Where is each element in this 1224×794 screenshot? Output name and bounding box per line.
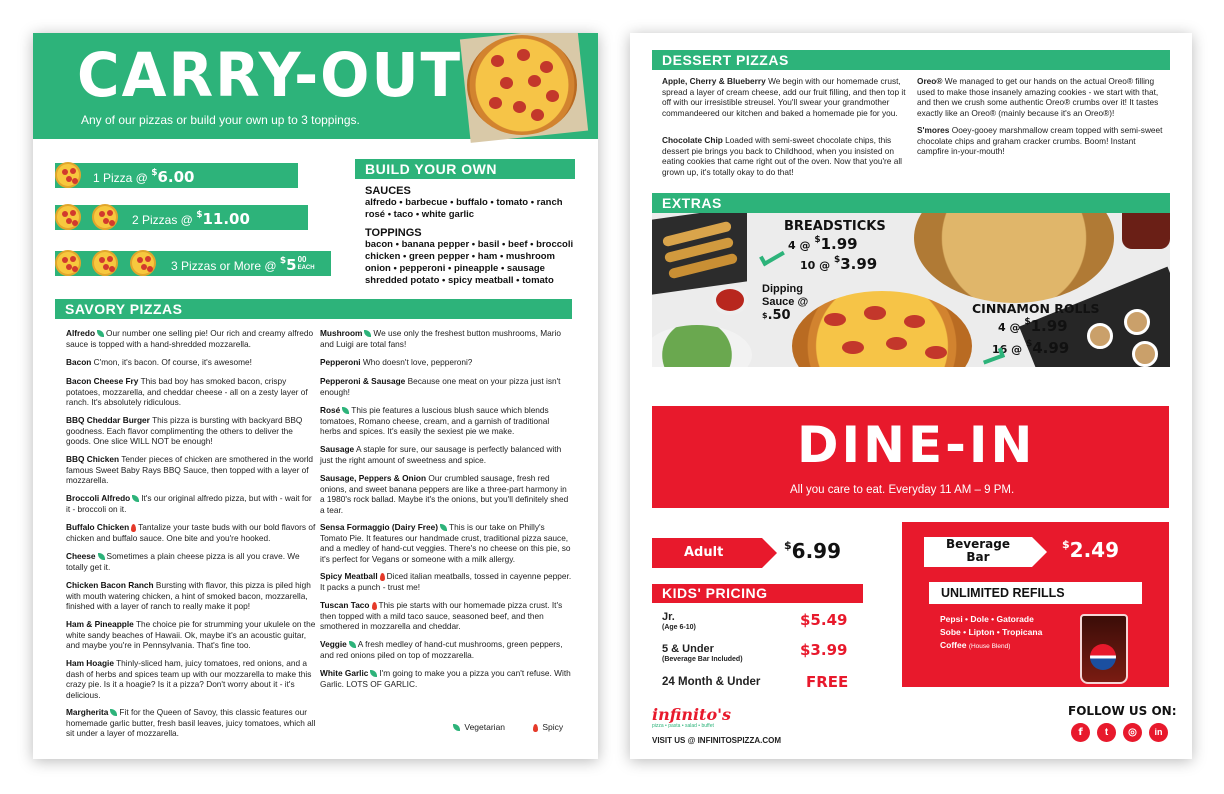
refills-line-3: Coffee bbox=[940, 640, 967, 650]
cinnamon-rolls-title: CINNAMON ROLLS bbox=[972, 301, 1100, 316]
menu-item bbox=[66, 415, 316, 447]
adult-label-box bbox=[652, 538, 762, 568]
pepperoni-pizza-image bbox=[792, 291, 972, 367]
menu-item-name: Alfredo bbox=[66, 328, 96, 338]
kids-toddler-price: FREE bbox=[806, 673, 849, 691]
visit-website-link[interactable]: VISIT US @ INFINITOSPIZZA.COM bbox=[652, 736, 781, 745]
menu-item-name: Mushroom bbox=[320, 328, 363, 338]
leaf-icon bbox=[440, 524, 447, 531]
dessert-name: S'mores bbox=[917, 125, 950, 135]
pepperoni-pizza-image bbox=[467, 35, 577, 135]
dessert-desc: We begin with our homemade crust, spread a layer of cream cheese, add our fruit filling, and then top it off with our irresistible streusel. You'll swear your grandmother commandeered our kitchen and baked a homemade pie for you. bbox=[662, 76, 906, 118]
menu-item-desc: It's our original alfredo pizza, but with - wait for it - broccoli on it. bbox=[66, 493, 312, 514]
toppings-list: bacon • banana pepper • basil • beef • broccoli chicken • green pepper • ham • mushroom onion • pepperoni • pineapple • sausage shredded potato • spicy meatball • tomato bbox=[365, 239, 574, 286]
menu-item-desc: C'mon, it's bacon. Of course, it's awesome! bbox=[93, 357, 252, 367]
refills-line-1: Pepsi • Dole • Gatorade bbox=[940, 614, 1034, 624]
extras-photo bbox=[652, 213, 1170, 367]
legend-vegetarian bbox=[451, 722, 505, 732]
pizza-icon bbox=[92, 204, 118, 230]
flame-icon bbox=[533, 724, 538, 732]
cinnamon-price-1: 4 @ $1.99 bbox=[998, 317, 1068, 335]
menu-item-desc: Fit for the Queen of Savoy, this classic features our homemade garlic butter, fresh basil leaves, juicy tomatoes, which all sit under a layer of mozzarella. bbox=[66, 707, 316, 739]
savory-pizzas-header: SAVORY PIZZAS bbox=[55, 299, 572, 319]
arrow-icon bbox=[759, 246, 785, 267]
menu-item-name: White Garlic bbox=[320, 668, 369, 678]
flame-icon bbox=[372, 602, 377, 610]
dine-in-banner bbox=[652, 406, 1169, 508]
dessert-name: Oreo® bbox=[917, 76, 943, 86]
dipping-line-1: Dipping bbox=[762, 283, 803, 295]
dine-in-subtitle: All you care to eat. Everyday 11 AM – 9 PM. bbox=[790, 484, 1015, 496]
sauces-title: SAUCES bbox=[365, 185, 411, 197]
cookie-pizza-image bbox=[914, 213, 1114, 303]
arrow-icon bbox=[981, 348, 1005, 365]
menu-item-name: Margherita bbox=[66, 707, 109, 717]
logo-tagline: pizza • pasta • salad • buffet bbox=[652, 723, 714, 729]
dessert-smores bbox=[917, 125, 1167, 157]
pizza-icon bbox=[130, 250, 156, 276]
sauces-list: alfredo • barbecue • buffalo • tomato • ranch rosé • taco • white garlic bbox=[365, 197, 563, 220]
twitter-icon[interactable]: t bbox=[1097, 723, 1116, 742]
breadsticks-title: BREADSTICKS bbox=[784, 219, 886, 234]
beverage-price-value: 2.49 bbox=[1069, 538, 1120, 562]
menu-item bbox=[320, 328, 572, 349]
cinnamon-price-2: 16 @ $4.99 bbox=[992, 339, 1070, 357]
carry-out-subtitle: Any of our pizzas or build your own up to 3 toppings. bbox=[81, 113, 360, 127]
leaf-icon bbox=[110, 709, 117, 716]
menu-item-desc: A fresh medley of hand-cut mushrooms, green peppers, and red onions piled on top of mozzarella. bbox=[320, 639, 563, 660]
leaf-icon bbox=[342, 407, 349, 414]
leaf-icon bbox=[98, 553, 105, 560]
menu-item bbox=[320, 357, 572, 368]
refills-list bbox=[940, 613, 1042, 653]
menu-item bbox=[320, 405, 572, 437]
menu-item-desc: Our number one selling pie! Our rich and creamy alfredo sauce is topped with a hand-shredded mozzarella. bbox=[66, 328, 314, 349]
beverage-label-box bbox=[924, 537, 1032, 567]
menu-item-name: Pepperoni bbox=[320, 357, 361, 367]
extras-header: EXTRAS bbox=[652, 193, 1170, 213]
beverage-label-line-2: Bar bbox=[966, 550, 990, 564]
menu-item-desc: This pizza is bursting with backyard BBQ goodness. Each flavor complimenting the others to deliver the goods. One slice WILL NOT be enough! bbox=[66, 415, 303, 447]
qty: 10 @ bbox=[800, 259, 834, 272]
dipping-sauce-label: Dipping Sauce @ $.50 bbox=[762, 283, 809, 323]
menu-item-name: Tuscan Taco bbox=[320, 600, 370, 610]
menu-item bbox=[320, 473, 572, 515]
menu-item bbox=[320, 600, 572, 632]
leaf-icon bbox=[349, 641, 356, 648]
leaf-icon bbox=[370, 670, 377, 677]
price: 1.99 bbox=[820, 235, 858, 253]
menu-item-name: BBQ Cheddar Burger bbox=[66, 415, 150, 425]
build-your-own-header: BUILD YOUR OWN bbox=[355, 159, 575, 179]
kids-five-sub: (Beverage Bar Included) bbox=[662, 656, 743, 663]
menu-item-desc: Bursting with flavor, this pizza is piled high with mouth watering chicken, a hint of smoked bacon, mozzarella, finished with a layer of ranch to really make it pop! bbox=[66, 580, 311, 612]
refills-line-3-sub: (House Blend) bbox=[968, 643, 1011, 650]
menu-item-name: Bacon Cheese Fry bbox=[66, 376, 139, 386]
qty: 4 @ bbox=[788, 239, 815, 252]
menu-item-name: Ham Hoagie bbox=[66, 658, 114, 668]
pizza-icon bbox=[55, 204, 81, 230]
infinitos-logo[interactable] bbox=[652, 705, 731, 724]
pizza-icon bbox=[92, 250, 118, 276]
legend-spicy bbox=[531, 722, 563, 732]
menu-item-desc: This pie features a luscious blush sauce which blends tomatoes, Romano cheese, cream, and a garnish of traditional herbs and spices. It's easily the sexiest pie we make. bbox=[320, 405, 550, 437]
kids-five-price: $3.99 bbox=[800, 641, 848, 659]
logo-name: infinito's bbox=[652, 705, 732, 724]
dessert-chocolate-chip bbox=[662, 135, 907, 177]
dine-in-title: DINE-IN bbox=[797, 416, 1036, 474]
follow-us-label: FOLLOW US ON: bbox=[1068, 704, 1177, 718]
cinnamon-roll-image bbox=[1087, 323, 1113, 349]
pizza-icon bbox=[55, 162, 81, 188]
menu-item bbox=[66, 454, 316, 486]
menu-item bbox=[66, 376, 316, 408]
menu-item-desc: Diced italian meatballs, tossed in cayenne pepper. It packs a punch - trust me! bbox=[320, 571, 572, 592]
dipping-price: .50 bbox=[767, 308, 791, 323]
menu-item-name: Cheese bbox=[66, 551, 96, 561]
kids-five-label: 5 & Under bbox=[662, 643, 714, 655]
deal-unit: EACH bbox=[297, 265, 315, 271]
beverage-label-line-1: Beverage bbox=[946, 537, 1010, 551]
arrow-tip bbox=[762, 538, 777, 568]
menu-item-name: Rosé bbox=[320, 405, 341, 415]
currency-symbol: $ bbox=[196, 210, 203, 220]
menu-item-name: Bacon bbox=[66, 357, 92, 367]
menu-item bbox=[320, 376, 572, 397]
drink-glass-image bbox=[1122, 213, 1170, 249]
menu-item-desc: Tantalize your taste buds with our bold flavors of chicken and buffalo sauce. One bite and you're hooked. bbox=[66, 522, 316, 543]
dessert-pizzas-header: DESSERT PIZZAS bbox=[652, 50, 1170, 70]
menu-item-name: Sensa Formaggio (Dairy Free) bbox=[320, 522, 439, 532]
flame-icon bbox=[131, 524, 136, 532]
breadsticks-price-1: 4 @ $1.99 bbox=[788, 235, 858, 253]
facebook-icon[interactable]: f bbox=[1071, 723, 1090, 742]
menu-item-desc: The choice pie for strumming your ukulele on the white sandy beaches of Hawaii. Ok, maybe it's an acoustic guitar, and maybe you're in Pennsylvania. That's fine too. bbox=[66, 619, 316, 651]
currency-symbol: $ bbox=[151, 168, 158, 178]
kids-toddler-label: 24 Month & Under bbox=[662, 676, 761, 688]
menu-item-desc: Thinly-sliced ham, juicy tomatoes, red onions, and a dash of herbs and spices team up with our mozzarella to make this crazy pie. Is it a hoagie? Is it a pizza? Don't worry about it - it's delicious. bbox=[66, 658, 312, 700]
menu-item-desc: This is our take on Philly's Tomato Pie. It features our handmade crust, traditional pizza sauce, and a medley of hand-cut veggies. There's no cheese on this pie, so it's perfect for Vegans or someone with a milk allergy. bbox=[320, 522, 571, 564]
menu-item-name: Broccoli Alfredo bbox=[66, 493, 131, 503]
price: 1.99 bbox=[1030, 317, 1068, 335]
dessert-desc: Ooey-gooey marshmallow cream topped with semi-sweet chocolate chips and graham cracker crumbs. Boom! Instant campfire in-your-mouth! bbox=[917, 125, 1163, 157]
breadsticks-price-2: 10 @ $3.99 bbox=[800, 255, 878, 273]
build-your-own-section bbox=[365, 185, 575, 287]
qty: 16 @ bbox=[992, 343, 1026, 356]
dessert-desc: Loaded with semi-sweet chocolate chips, this dessert pie brings you back to Childhood, when you insisted on eating cookies that came right out of the oven. Now that you're all grown up, it's totally okay to do that! bbox=[662, 135, 903, 177]
menu-item bbox=[66, 522, 316, 543]
cinnamon-roll-image bbox=[1124, 309, 1150, 335]
menu-item-desc: This bad boy has smoked bacon, crispy potatoes, mozzarella, and cheddar cheese - all on a zesty layer of ranch. It's absolutely ridiculous. bbox=[66, 376, 308, 408]
unlimited-refills-title: UNLIMITED REFILLS bbox=[929, 582, 1142, 604]
menu-item-name: Sausage, Peppers & Onion bbox=[320, 473, 427, 483]
adult-label: Adult bbox=[684, 545, 724, 560]
menu-item-desc: Tender pieces of chicken are smothered in the world famous Sweet Baby Rays BBQ Sauce, then topped with a layer of mozzarella. bbox=[66, 454, 314, 486]
menu-item-name: BBQ Chicken bbox=[66, 454, 120, 464]
menu-item bbox=[66, 493, 316, 514]
deal-two-pizzas bbox=[55, 205, 308, 230]
menu-item bbox=[66, 357, 316, 368]
salad-image bbox=[652, 325, 752, 367]
deal-three-pizzas bbox=[55, 251, 331, 276]
menu-item bbox=[320, 639, 572, 660]
menu-item-name: Pepperoni & Sausage bbox=[320, 376, 406, 386]
deal-label: 3 Pizzas or More @ bbox=[171, 259, 280, 273]
legend-vegetarian-label: Vegetarian bbox=[464, 722, 506, 732]
dessert-desc: We managed to get our hands on the actual Oreo® filling used to make those insanely amazing cookies - we start with that, and then we crush some authentic Oreo® crumbs over it! It tastes exactly like an Oreo® (mainly because it's an Oreo®)! bbox=[917, 76, 1159, 118]
deal-cents: 00 bbox=[297, 255, 307, 264]
leaf-icon bbox=[364, 330, 371, 337]
menu-item-desc: We use only the freshest button mushrooms, Mario and Luigi are total fans! bbox=[320, 328, 561, 349]
price: 4.99 bbox=[1032, 339, 1070, 357]
menu-item-desc: Sometimes a plain cheese pizza is all you crave. We totally get it. bbox=[66, 551, 300, 572]
kids-pricing-header: KIDS' PRICING bbox=[652, 584, 863, 603]
menu-item-name: Chicken Bacon Ranch bbox=[66, 580, 154, 590]
menu-item-desc: Because one meat on your pizza just isn't enough! bbox=[320, 376, 561, 397]
deal-one-pizza bbox=[55, 163, 298, 188]
pepsi-logo-icon bbox=[1090, 644, 1116, 670]
price: 3.99 bbox=[840, 255, 878, 273]
dipping-line-2: Sauce @ bbox=[762, 296, 809, 308]
toppings-title: TOPPINGS bbox=[365, 227, 422, 239]
currency-symbol: $ bbox=[279, 256, 287, 266]
menu-item-name: Veggie bbox=[320, 639, 347, 649]
dine-in-page bbox=[630, 33, 1192, 759]
refills-line-2: Sobe • Lipton • Tropicana bbox=[940, 627, 1043, 637]
deal-price: 6.00 bbox=[157, 168, 195, 186]
kids-jr-price: $5.49 bbox=[800, 611, 848, 629]
beverage-box bbox=[902, 522, 1169, 687]
pizza-icon bbox=[55, 250, 81, 276]
menu-item bbox=[320, 444, 572, 465]
deal-label: 2 Pizzas @ bbox=[132, 213, 197, 227]
dessert-name: Chocolate Chip bbox=[662, 135, 723, 145]
qty: 4 @ bbox=[998, 321, 1025, 334]
menu-item-desc: A staple for sure, our sausage is perfectly balanced with just the right amount of sweetness and spice. bbox=[320, 444, 562, 465]
menu-item bbox=[320, 668, 572, 689]
kids-jr-label: Jr. bbox=[662, 611, 675, 623]
menu-item bbox=[66, 328, 316, 349]
flame-icon bbox=[380, 573, 385, 581]
menu-item bbox=[66, 580, 316, 612]
menu-item bbox=[66, 707, 316, 739]
carry-out-page bbox=[33, 33, 598, 759]
dipping-sauce-image bbox=[712, 285, 748, 315]
dessert-apple bbox=[662, 76, 907, 118]
beverage-label bbox=[946, 538, 1010, 564]
legend-spicy-label: Spicy bbox=[542, 722, 564, 732]
beverage-price: $2.49 bbox=[1062, 538, 1120, 562]
leaf-icon bbox=[132, 495, 139, 502]
menu-item bbox=[320, 571, 572, 592]
menu-item-name: Buffalo Chicken bbox=[66, 522, 130, 532]
linkedin-icon[interactable]: in bbox=[1149, 723, 1168, 742]
menu-item bbox=[66, 619, 316, 651]
instagram-icon[interactable]: ◎ bbox=[1123, 723, 1142, 742]
deal-price: 5 bbox=[286, 256, 297, 274]
adult-price: $6.99 bbox=[784, 539, 842, 563]
menu-item-desc: This pie starts with our homemade pizza crust. It's then topped with a mild taco sauce, seasoned beef, and then smothered in mozzarella and cheddar. bbox=[320, 600, 563, 632]
dessert-name: Apple, Cherry & Blueberry bbox=[662, 76, 766, 86]
menu-item bbox=[66, 658, 316, 700]
adult-price-value: 6.99 bbox=[791, 539, 842, 563]
cinnamon-roll-image bbox=[1132, 341, 1158, 367]
leaf-icon bbox=[453, 724, 460, 731]
menu-item-desc: Our crumbled sausage, fresh red onions, and sweet banana peppers are like a three-part harmony in a 1980's rock ballad. Maybe it's the onions, but you'll definitely shed a tear. bbox=[320, 473, 569, 515]
menu-item-name: Spicy Meatball bbox=[320, 571, 378, 581]
menu-item-desc: I'm going to make you a pizza you can't refuse. With Garlic. LOTS OF GARLIC. bbox=[320, 668, 571, 689]
kids-jr-sub: (Age 6-10) bbox=[662, 624, 696, 631]
menu-item-name: Ham & Pineapple bbox=[66, 619, 134, 629]
leaf-icon bbox=[97, 330, 104, 337]
arrow-tip bbox=[1032, 537, 1047, 567]
menu-item bbox=[320, 522, 572, 564]
menu-item bbox=[66, 551, 316, 572]
dessert-oreo bbox=[917, 76, 1167, 118]
menu-item-desc: Who doesn't love, pepperoni? bbox=[362, 357, 473, 367]
carry-out-title: CARRY-OUT bbox=[77, 39, 463, 111]
menu-item-name: Sausage bbox=[320, 444, 355, 454]
deal-label: 1 Pizza @ bbox=[93, 171, 152, 185]
deal-price: 11.00 bbox=[202, 210, 250, 228]
